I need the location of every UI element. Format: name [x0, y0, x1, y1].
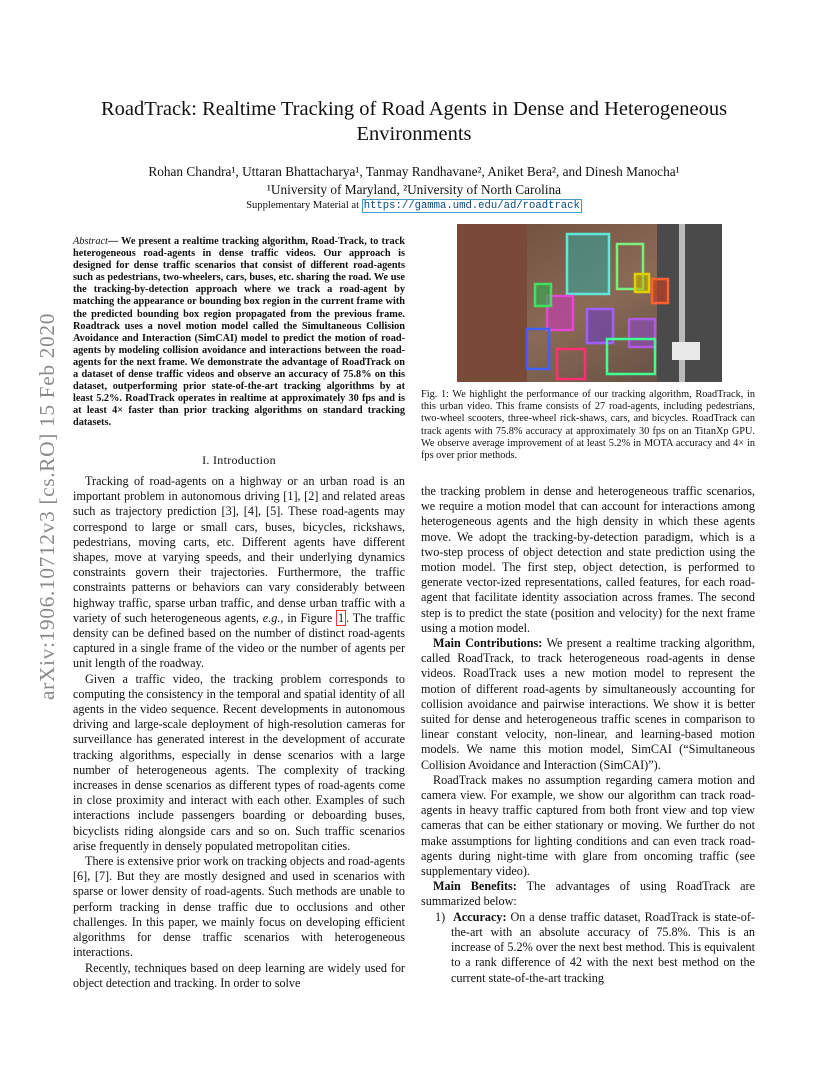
supplementary-line	[60, 198, 768, 214]
right-paragraph-3: RoadTrack makes no assumption regarding camera motion and camera view. For example, we show our algorithm can track road-agents in heavy traffic captured from both front view and top view cameras that can be either stationary or moving. We further do not make assumptions for lighting conditions and can even track road-agents during night-time with glare from oncoming traffic (see supplementary video).	[421, 772, 755, 879]
item-lead: Accuracy:	[453, 909, 507, 924]
affiliations: ¹University of Maryland, ²University of North Carolina	[266, 182, 562, 197]
supplementary-label: Supplementary Material at	[246, 200, 360, 211]
figure-reference-link[interactable]: 1	[338, 610, 345, 625]
main-benefits-paragraph	[421, 879, 755, 909]
paragraph-lead: Main Benefits:	[433, 879, 517, 894]
figure-1-caption: Fig. 1: We highlight the performance of our tracking algorithm, RoadTrack, in this urban video. This frame consists of 27 road-agents, including pedestrians, two-wheel scooters, three-wheel rick-shaws, cars, and bicycles. RoadTrack can track agents with 75.8% accuracy at approximately 30 fps on an TitanXp GPU. We observe average improvement of at least 5.2% in MOTA accuracy and 4× in fps over prior methods.	[421, 389, 755, 462]
paragraph-text: We present a realtime tracking algorithm, called RoadTrack, to track heterogeneous road-agents in dense videos. RoadTrack uses a new motion model to represent the motion of different road-agents by simultaneously accounting for collision avoidance and pairwise interactions. We show it is better suited for dense and heterogeneous traffic scenes in comparison to linear constant velocity, non-linear, and learning-based motion models. We name this motion model, SimCAI (“Simultaneous Collision Avoidance and Interaction (SimCAI)”).	[421, 636, 755, 772]
paragraph-lead: Main Contributions:	[433, 636, 543, 651]
section-heading-introduction: I. Introduction	[202, 453, 276, 467]
paragraph-text: e.g.,	[262, 610, 284, 625]
abstract	[73, 236, 405, 430]
arxiv-sidebar-stamp: arXiv:1906.10712v3 [cs.RO] 15 Feb 2020	[35, 312, 59, 700]
traffic-scene-illustration	[457, 224, 722, 382]
item-number: 1)	[435, 909, 446, 924]
right-paragraph-1: the tracking problem in dense and heterogeneous traffic scenarios, we require a motion model that can account for interactions among heterogeneous agents and the high density in which these agents move. We adopt the tracking-by-detection paradigm, which is a two-step process of object detection and state prediction using the motion model. The first step, object detection, is performed to generate vector-ized representations, called features, for each road-agent that facilitate identity association across frames. The second step is to predict the state (position and velocity) for the next frame using a motion model.	[421, 484, 755, 635]
intro-paragraph-3: There is extensive prior work on tracking objects and road-agents [6], [7]. But they are mostly designed and used in scenarios with sparse or lower density of road-agents. Such methods are unable to perform tracking in dense traffic due to occlusions and other challenges. In this paper, we mainly focus on developing efficient algorithms for dense traffic scenarios with heterogeneous interactions.	[73, 854, 405, 960]
intro-paragraph-2: Given a traffic video, the tracking problem corresponds to computing the consistency in the temporal and spatial identity of all agents in the video sequence. Recent developments in autonomous driving and large-scale deployment of high-resolution cameras for surveillance has generated interest in the development of accurate tracking algorithms, especially in dense scenarios with a large number of heterogeneous agents. The complexity of tracking increases in dense scenarios as different types of road-agents come in close proximity and interact with each other. Examples of such interactions include passengers boarding or deboarding buses, bicyclists riding alongside cars and so on. Such traffic scenarios arise frequently in densely populated metropolitan cities.	[73, 671, 405, 853]
paragraph-text: . The traffic density can be defined based on the number of distinct road-agents captured in a single frame of the video or the number of agents per unit length of the roadway.	[73, 610, 406, 671]
paragraph-text: Tracking of road-agents on a highway or an urban road is an important problem in autonomous driving [1], [2] and related areas such as trajectory prediction [3], [4], [5]. These road-agents may correspond to large or small cars, buses, bicycles, rickshaws, pedestrians, moving carts, etc. Different agents have different shapes, move at varying speeds, and their underlying dynamics constraints govern their trajectories. Furthermore, the traffic constraints patterns or behaviors can vary considerably between highway traffic, sparse urban traffic, and dense urban traffic with a variety of such heterogeneous agents,	[73, 474, 405, 625]
paragraph-text: in Figure	[283, 610, 337, 625]
abstract-text: — We present a realtime tracking algorithm, Road-Track, to track heterogeneous road-agents in dense traffic videos. Our approach is designed for dense traffic scenarios that consist of different road-agents such as pedestrians, two-wheelers, cars, buses, etc. sharing the road. We use the tracking-by-detection approach where we track a road-agent by matching the appearance or bounding box region in the current frame with the predicted bounding box region propagated from the previous frame. Roadtrack uses a novel motion model called the Simultaneous Collision Avoidance and Interaction (SimCAI) model to predict the motion of road-agents by modeling collision avoidance and interactions between the road-agents for the next frame. We demonstrate the advantage of RoadTrack on a dataset of dense traffic videos and observe an accuracy of 75.8% on this dataset, outperforming prior state-of-the-art tracking algorithms by at least 5.2%. RoadTrack operates in realtime at approximately 30 fps and is at least 4× faster than prior tracking algorithms on standard tracking datasets.	[73, 236, 405, 429]
right-column-body	[421, 484, 755, 986]
left-column-body	[73, 474, 405, 991]
paper-title: RoadTrack: Realtime Tracking of Road Agents in Dense and Heterogeneous Environments	[100, 98, 728, 145]
item-text: On a dense traffic dataset, RoadTrack is state-of-the-art with an absolute accuracy of 75.8%. This is an increase of 5.2% over the next best method. This is equivalent to a rank difference of 42 with the next best method on the current state-of-the-art tracking	[451, 909, 755, 985]
abstract-lead: Abstract	[73, 236, 108, 247]
figure-1-image	[457, 224, 722, 382]
intro-paragraph-1	[73, 474, 405, 672]
supplementary-link[interactable]: https://gamma.umd.edu/ad/roadtrack	[363, 200, 580, 212]
benefit-item-1	[421, 910, 755, 986]
main-contributions-paragraph	[421, 636, 755, 773]
paragraph-text: The advantages of using RoadTrack are summarized below:	[421, 879, 755, 909]
author-list: Rohan Chandra¹, Uttaran Bhattacharya¹, Tanmay Randhavane², Aniket Bera², and Dinesh Manocha¹	[148, 164, 680, 179]
intro-paragraph-4: Recently, techniques based on deep learning are widely used for object detection and tracking. In order to solve	[73, 960, 405, 990]
